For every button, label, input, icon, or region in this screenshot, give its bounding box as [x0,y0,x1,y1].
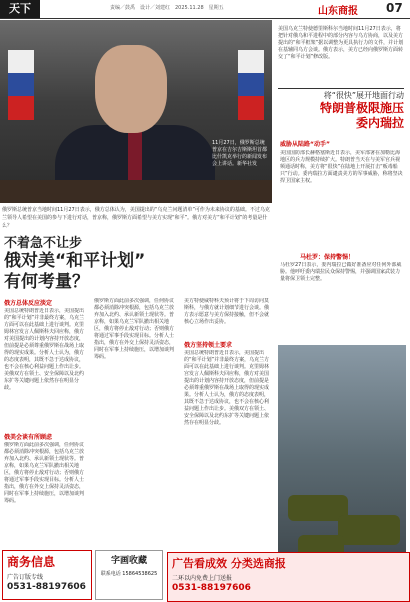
photo-desk [0,180,272,203]
right-headline-line1: 特朗普极限施压 [319,101,404,115]
photo-subject-head [95,45,167,133]
ad3-title: 广告看成效 分类选商报 [172,557,286,570]
subhead-d: 威胁从陆路“动手” [280,141,330,148]
right-body-1: 美国国防部长赫格塞斯近日表示，美军部署在加勒比海地区的兵力规模持续扩大。特朗普当天在与美军官兵视频通话时称，美方将“很快”在陆地上开展打击“贩毒船只”行动。委内瑞拉方面谴责美方的军事威胁，称将坚决捍卫国家主权。 [280,150,403,184]
ad1-subtitle: 广告订版专线 [7,574,44,581]
main-photo [0,20,272,203]
ad-art-collection [95,550,163,600]
ad-business-info [2,550,92,600]
section-label: 天下 [0,0,40,18]
subhead-b: 俄美会谈有所顾虑 [4,434,53,441]
ad3-subtitle: 二环以内免费上门送报 [172,575,233,582]
main-headline-line2: 有何考量？ [4,272,89,292]
main-kicker: 不着急不让步 [4,236,83,251]
ad1-phone: 0531-88197606 [7,582,86,592]
main-photo-caption: 11月27日，俄罗斯总统普京在吉尔吉斯斯坦首都比什凯克举行的新闻发布会上讲话。新华社发 [212,140,268,167]
main-headline [4,251,266,293]
ad2-title: 字画收藏 [110,556,147,566]
ad-classified [167,552,410,602]
page-number: 07 [386,1,403,15]
ad2-line: 联系电话 15864538625 [100,571,158,577]
right-kicker: 将“很快”展开地面行动 [323,91,404,100]
body-col2: 俄罗斯方面此前多次强调，任何协议都必须消除冲突根源，包括乌克兰放弃加入北约、承认新领土现状等。普京称，如果乌克兰军队撤出相关地区，俄方将停止敌对行动；否则俄方将通过军事手段实现目标。分析人士指出，俄方在外交上保持灵活姿态，同时在军事上持续施压，以增加谈判筹码。 [94,298,175,360]
right-body-2: 马杜罗27日表示，委内瑞拉已做好准备应对任何外部威胁。他呼吁委内瑞拉民众保持警惕，并强调国家武装力量将保卫领土完整。 [280,262,402,282]
subhead-a: 俄方总体反应淡定 [4,300,53,307]
header-meta: 责编／鼓禹 设计／刘建红 2025.11.28 星期五 [110,5,224,11]
main-headline-line1: 俄对美“和平计划” [4,251,146,271]
divider [278,88,404,89]
body-col3-top: 美方特使威特科夫预计将于下周访问莫斯科，与俄方就计划细节进行会谈。俄方表示愿意与美方保持接触，但不会就核心立场作出妥协。 [184,298,270,325]
body-col1b: 俄罗斯方面此前多次强调，任何协议都必须消除冲突根源，包括乌克兰放弃加入北约、承认新领土现状等。普京称，如果乌克兰军队撤出相关地区，俄方将停止敌对行动；否则俄方将通过军事手段实现目标。分析人士指出，俄方在外交上保持灵活姿态，同时在军事上持续施压，以增加谈判筹码。 [4,442,85,504]
right-headline-line2: 委内瑞拉 [355,116,404,130]
right-deck: 美国乌克兰特使德里斯科尔当地时间11月27日表示，将把针对俄乌和平进程中的部分内容与乌方协商，以及美方提出的“和平框架”据以调整为更具执行力的文件，并计划在基辅同乌方会谈。俄方表示，美方已经向俄罗斯方面转交了“和平计划”修改版。 [278,26,404,60]
body-col3: 美国总统特朗普近日表示，美国提出的“和平计划”并非最终方案，乌克兰方面可以在此基础上进行谈判。克里姆林宫发言人佩斯科夫回应称，俄方对美国提出的计划内容持开放态度，但前提是必须尊重俄罗斯在战场上取得的现实成果。分析人士认为，俄方的态度表明，其既不急于达成协议，也不会在核心利益问题上作出让步。美俄双方在领土、安全保障以及北约东扩等关键问题上依然存在明显分歧。 [184,350,270,426]
vehicle-shape [338,515,400,545]
newspaper-brand: 山东商报 [318,6,358,17]
right-headline [278,101,404,131]
intro-paragraph: 俄罗斯总统普京当地时间11月27日表示，俄方总体认为，美国提出的“乌克兰问题清单”可作为未来协议的基础。不过乌克兰领导人希望在美国的参与下进行对话，普京称，俄罗斯方面希望与美方实现“和平”。俄方对美方“和平计划”的考量是什么？ [2,207,270,229]
body-col1: 美国总统特朗普近日表示，美国提出的“和平计划”并非最终方案，乌克兰方面可以在此基础上进行谈判。克里姆林宫发言人佩斯科夫回应称，俄方对美国提出的计划内容持开放态度，但前提是必须尊重俄罗斯在战场上取得的现实成果。分析人士认为，俄方的态度表明，其既不急于达成协议，也不会在核心利益问题上作出让步。美俄双方在领土、安全保障以及北约东扩等关键问题上依然存在明显分歧。 [4,308,85,391]
flag-right [238,50,264,120]
flag-left [8,50,34,120]
subhead-e: 马杜罗：保持警惕！ [300,254,355,261]
ad3-phone: 0531-88197606 [172,583,251,593]
subhead-c: 俄方坚持领土要求 [184,342,233,349]
ad1-title: 商务信息 [7,555,56,569]
military-photo [278,345,406,571]
